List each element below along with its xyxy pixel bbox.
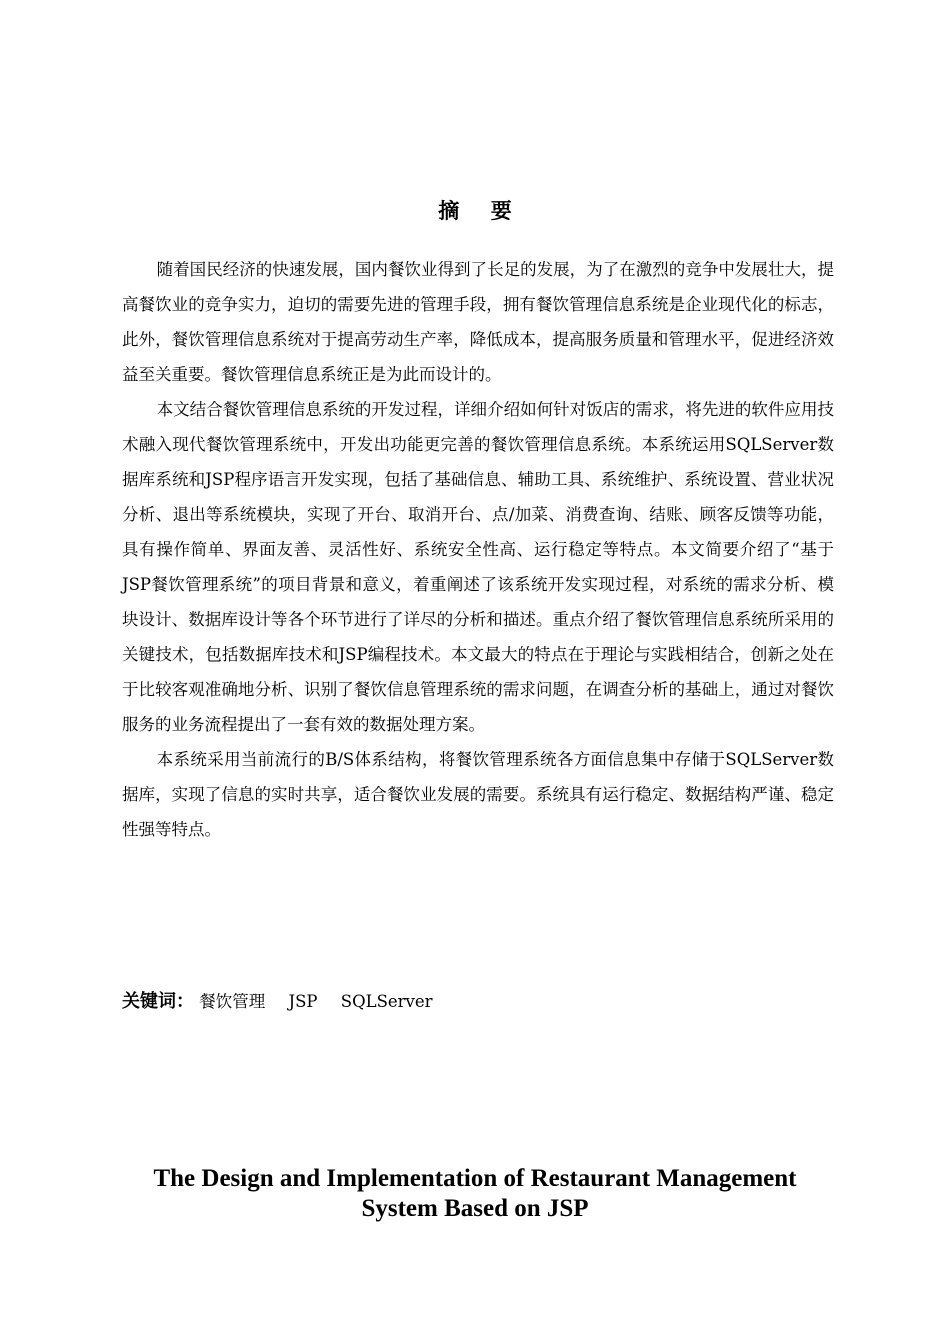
abstract-paragraph: 本系统采用当前流行的B/S体系结构，将餐饮管理系统各方面信息集中存储于SQLServer数据库，实现了信息的实时共享，适合餐饮业发展的需要。系统具有运行稳定、数据结构严谨、稳定性强等特点。: [122, 750, 834, 839]
keyword: SQLServer: [340, 992, 433, 1011]
abstract-body: [122, 252, 834, 847]
english-title-line: System Based on JSP: [361, 1195, 589, 1222]
keyword: JSP: [288, 992, 318, 1011]
english-title: [120, 1164, 830, 1224]
abstract-heading: 摘要: [438, 199, 544, 223]
english-title-line: The Design and Implementation of Restaurant Management: [153, 1165, 797, 1192]
abstract-paragraph: 随着国民经济的快速发展，国内餐饮业得到了长足的发展，为了在激烈的竞争中发展壮大，提高餐饮业的竞争实力，迫切的需要先进的管理手段，拥有餐饮管理信息系统是企业现代化的标志，此外，餐饮管理信息系统对于提高劳动生产率，降低成本，提高服务质量和管理水平，促进经济效益至关重要。餐饮管理信息系统正是为此而设计的。: [122, 260, 834, 384]
keyword: 餐饮管理: [199, 992, 266, 1011]
keywords-label: 关键词：: [122, 991, 194, 1012]
keywords-line: [122, 987, 451, 1017]
abstract-paragraph: 本文结合餐饮管理信息系统的开发过程，详细介绍如何针对饭店的需求，将先进的软件应用技术融入现代餐饮管理系统中，开发出功能更完善的餐饮管理信息系统。本系统运用SQLServer数据库系统和JSP程序语言开发实现，包括了基础信息、辅助工具、系统维护、系统设置、营业状况分析、退出等系统模块，实现了开台、取消开台、点/加菜、消费查询、结账、顾客反馈等功能，具有操作简单、界面友善、灵活性好、系统安全性高、运行稳定等特点。本文简要介绍了“基于JSP餐饮管理系统”的项目背景和意义，着重阐述了该系统开发实现过程，对系统的需求分析、模块设计、数据库设计等各个环节进行了详尽的分析和描述。重点介绍了餐饮管理信息系统所采用的关键技术，包括数据库技术和JSP编程技术。本文最大的特点在于理论与实践相结合，创新之处在于比较客观准确地分析、识别了餐饮信息管理系统的需求问题，在调查分析的基础上，通过对餐饮服务的业务流程提出了一套有效的数据处理方案。: [122, 400, 834, 734]
